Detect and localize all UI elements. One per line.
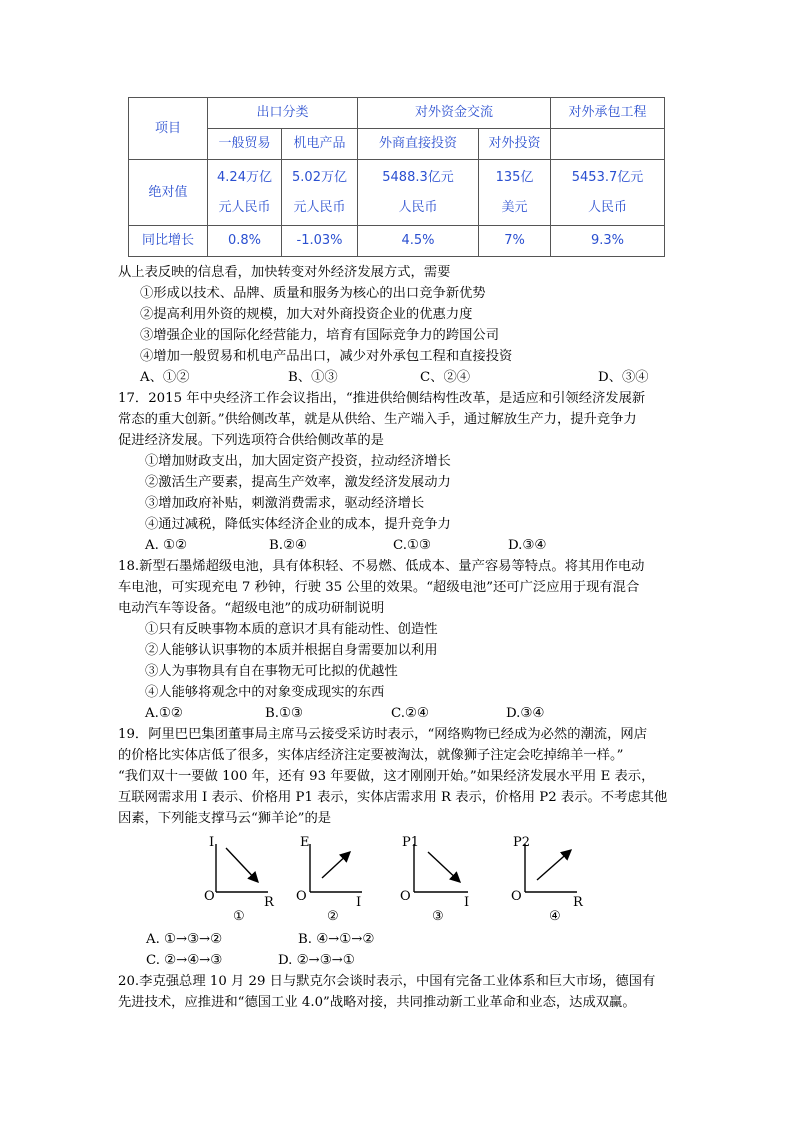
q16-choices [140, 368, 649, 388]
choice-b[interactable]: B. ④→①→② [298, 932, 375, 947]
q17-option: ②激活生产要素，提高生产效率，激发经济发展动力 [145, 475, 451, 490]
origin-label: O [204, 889, 215, 904]
abs-cell: 5.02万亿 元人民币 [282, 160, 358, 226]
y-axis-label: P1 [402, 835, 420, 850]
q16-option: ①形成以技术、品牌、质量和服务为核心的出口竞争新优势 [140, 286, 486, 301]
q17-stem-line: 促进经济发展。下列选项符合供给侧改革的是 [118, 433, 384, 448]
header-electromech: 机电产品 [282, 129, 358, 160]
x-axis-label: R [573, 895, 583, 910]
choice-b[interactable]: B、①③ [288, 370, 338, 385]
q18-stem-line: 车电池，可实现充电 7 秒钟，行驶 35 公里的效果。“超级电池”还可广泛应用于现有混合 [118, 580, 640, 595]
growth-cell: -1.03% [282, 226, 358, 257]
data-table [128, 97, 665, 257]
q18-choices [145, 704, 544, 724]
header-foreign-capital: 对外资金交流 [358, 98, 551, 129]
graph-number: ④ [549, 909, 561, 924]
x-axis-label: I [464, 895, 470, 910]
choice-b[interactable]: B.①③ [265, 706, 303, 721]
row-label-growth: 同比增长 [129, 226, 208, 257]
choice-a[interactable]: A、①② [140, 370, 190, 385]
q19-stem-line: “我们双十一要做 100 年，还有 93 年要做，这才刚刚开始。”如果经济发展水平用 E 表示， [118, 769, 655, 784]
q18-stem-line: 18.新型石墨烯超级电池，具有体积轻、不易燃、低成本、量产容易等特点。将其用作电动 [118, 559, 645, 574]
q16-option: ④增加一般贸易和机电产品出口，减少对外承包工程和直接投资 [140, 349, 513, 364]
choice-d[interactable]: D.③④ [506, 706, 545, 721]
origin-label: O [400, 889, 411, 904]
origin-label: O [296, 889, 307, 904]
choice-a[interactable]: A. ①→③→② [146, 932, 223, 947]
growth-cell: 4.5% [358, 226, 479, 257]
q20-stem-line: 先进技术，应推进和“德国工业 4.0”战略对接，共同推动新工业革命和业态，达成双赢。 [118, 995, 636, 1010]
choice-a[interactable]: A.①② [145, 706, 183, 721]
abs-cell: 5488.3亿元 人民币 [358, 160, 479, 226]
q18-option: ①只有反映事物本质的意识才具有能动性、创造性 [145, 622, 438, 637]
q17-option: ①增加财政支出，加大固定资产投资，拉动经济增长 [145, 454, 451, 469]
q19-choices-row2 [146, 951, 355, 971]
q17-option: ③增加政府补贴，刺激消费需求，驱动经济增长 [145, 496, 425, 511]
q17-stem-line: 常态的重大创新。”供给侧改革，就是从供给、生产端入手，通过解放生产力，提升竞争力 [118, 412, 637, 427]
choice-c[interactable]: C. ②→④→③ [146, 953, 223, 968]
abs-cell: 4.24万亿 元人民币 [208, 160, 282, 226]
graph-1 [200, 832, 280, 931]
origin-label: O [511, 889, 522, 904]
header-item: 项目 [129, 98, 208, 160]
q18-option: ③人为事物具有自在事物无可比拟的优越性 [145, 664, 398, 679]
graph-number: ② [327, 909, 339, 924]
q16-option: ②提高利用外资的规模，加大对外商投资企业的优惠力度 [140, 307, 473, 322]
y-axis-label: I [209, 835, 215, 850]
graph-3 [396, 832, 481, 931]
q16-stem: 从上表反映的信息看，加快转变对外经济发展方式，需要 [118, 265, 451, 280]
q17-choices [145, 536, 546, 556]
header-export-class: 出口分类 [208, 98, 358, 129]
q19-stem-line: 的价格比实体店低了很多，实体店经济注定要被淘汰，就像狮子注定会吃掉绵羊一样。” [118, 748, 624, 763]
q19-stem-line: 19．阿里巴巴集团董事局主席马云接受采访时表示，“网络购物已经成为必然的潮流，网店 [118, 727, 647, 742]
growth-cell: 0.8% [208, 226, 282, 257]
q16-option: ③增强企业的国际化经营能力，培育有国际竞争力的跨国公司 [140, 328, 500, 343]
header-empty [551, 129, 665, 160]
y-axis-label: P2 [513, 835, 531, 850]
q18-option: ④人能够将观念中的对象变成现实的东西 [145, 685, 385, 700]
row-label-abs: 绝对值 [129, 160, 208, 226]
graph-4 [505, 832, 590, 931]
x-axis-label: I [356, 895, 362, 910]
graph-number: ③ [432, 909, 444, 924]
graph-number: ① [233, 909, 245, 924]
header-odi: 对外投资 [479, 129, 551, 160]
header-general-trade: 一般贸易 [208, 129, 282, 160]
header-fdi: 外商直接投资 [358, 129, 479, 160]
choice-b[interactable]: B.②④ [269, 538, 307, 553]
choice-c[interactable]: C.①③ [393, 538, 431, 553]
header-contracting: 对外承包工程 [551, 98, 665, 129]
abs-cell: 135亿 美元 [479, 160, 551, 226]
graph-2 [290, 832, 370, 931]
q17-option: ④通过减税，降低实体经济企业的成本，提升竞争力 [145, 517, 451, 532]
q18-option: ②人能够认识事物的本质并根据自身需要加以利用 [145, 643, 438, 658]
choice-d[interactable]: D、③④ [598, 370, 649, 385]
q19-choices-row1 [146, 930, 374, 950]
q17-stem-line: 17．2015 年中央经济工作会议指出，“推进供给侧结构性改革，是适应和引领经济发展新 [118, 391, 646, 406]
q20-stem-line: 20.李克强总理 10 月 29 日与默克尔会谈时表示，中国有完备工业体系和巨大市场，德国有 [118, 974, 656, 989]
abs-cell: 5453.7亿元 人民币 [551, 160, 665, 226]
x-axis-label: R [264, 895, 274, 910]
q19-stem-line: 互联网需求用 I 表示、价格用 P1 表示，实体店需求用 R 表示，价格用 P2 表示。不考虑其他 [118, 790, 668, 805]
q19-stem-line: 因素，下列能支撑马云“狮羊论”的是 [118, 811, 332, 826]
q18-stem-line: 电动汽车等设备。“超级电池”的成功研制说明 [118, 601, 385, 616]
y-axis-label: E [300, 835, 310, 850]
choice-c[interactable]: C、②④ [420, 370, 471, 385]
choice-d[interactable]: D. ②→③→① [278, 953, 355, 968]
choice-c[interactable]: C.②④ [391, 706, 429, 721]
growth-cell: 7% [479, 226, 551, 257]
choice-d[interactable]: D.③④ [508, 538, 547, 553]
growth-cell: 9.3% [551, 226, 665, 257]
choice-a[interactable]: A. ①② [145, 538, 187, 553]
